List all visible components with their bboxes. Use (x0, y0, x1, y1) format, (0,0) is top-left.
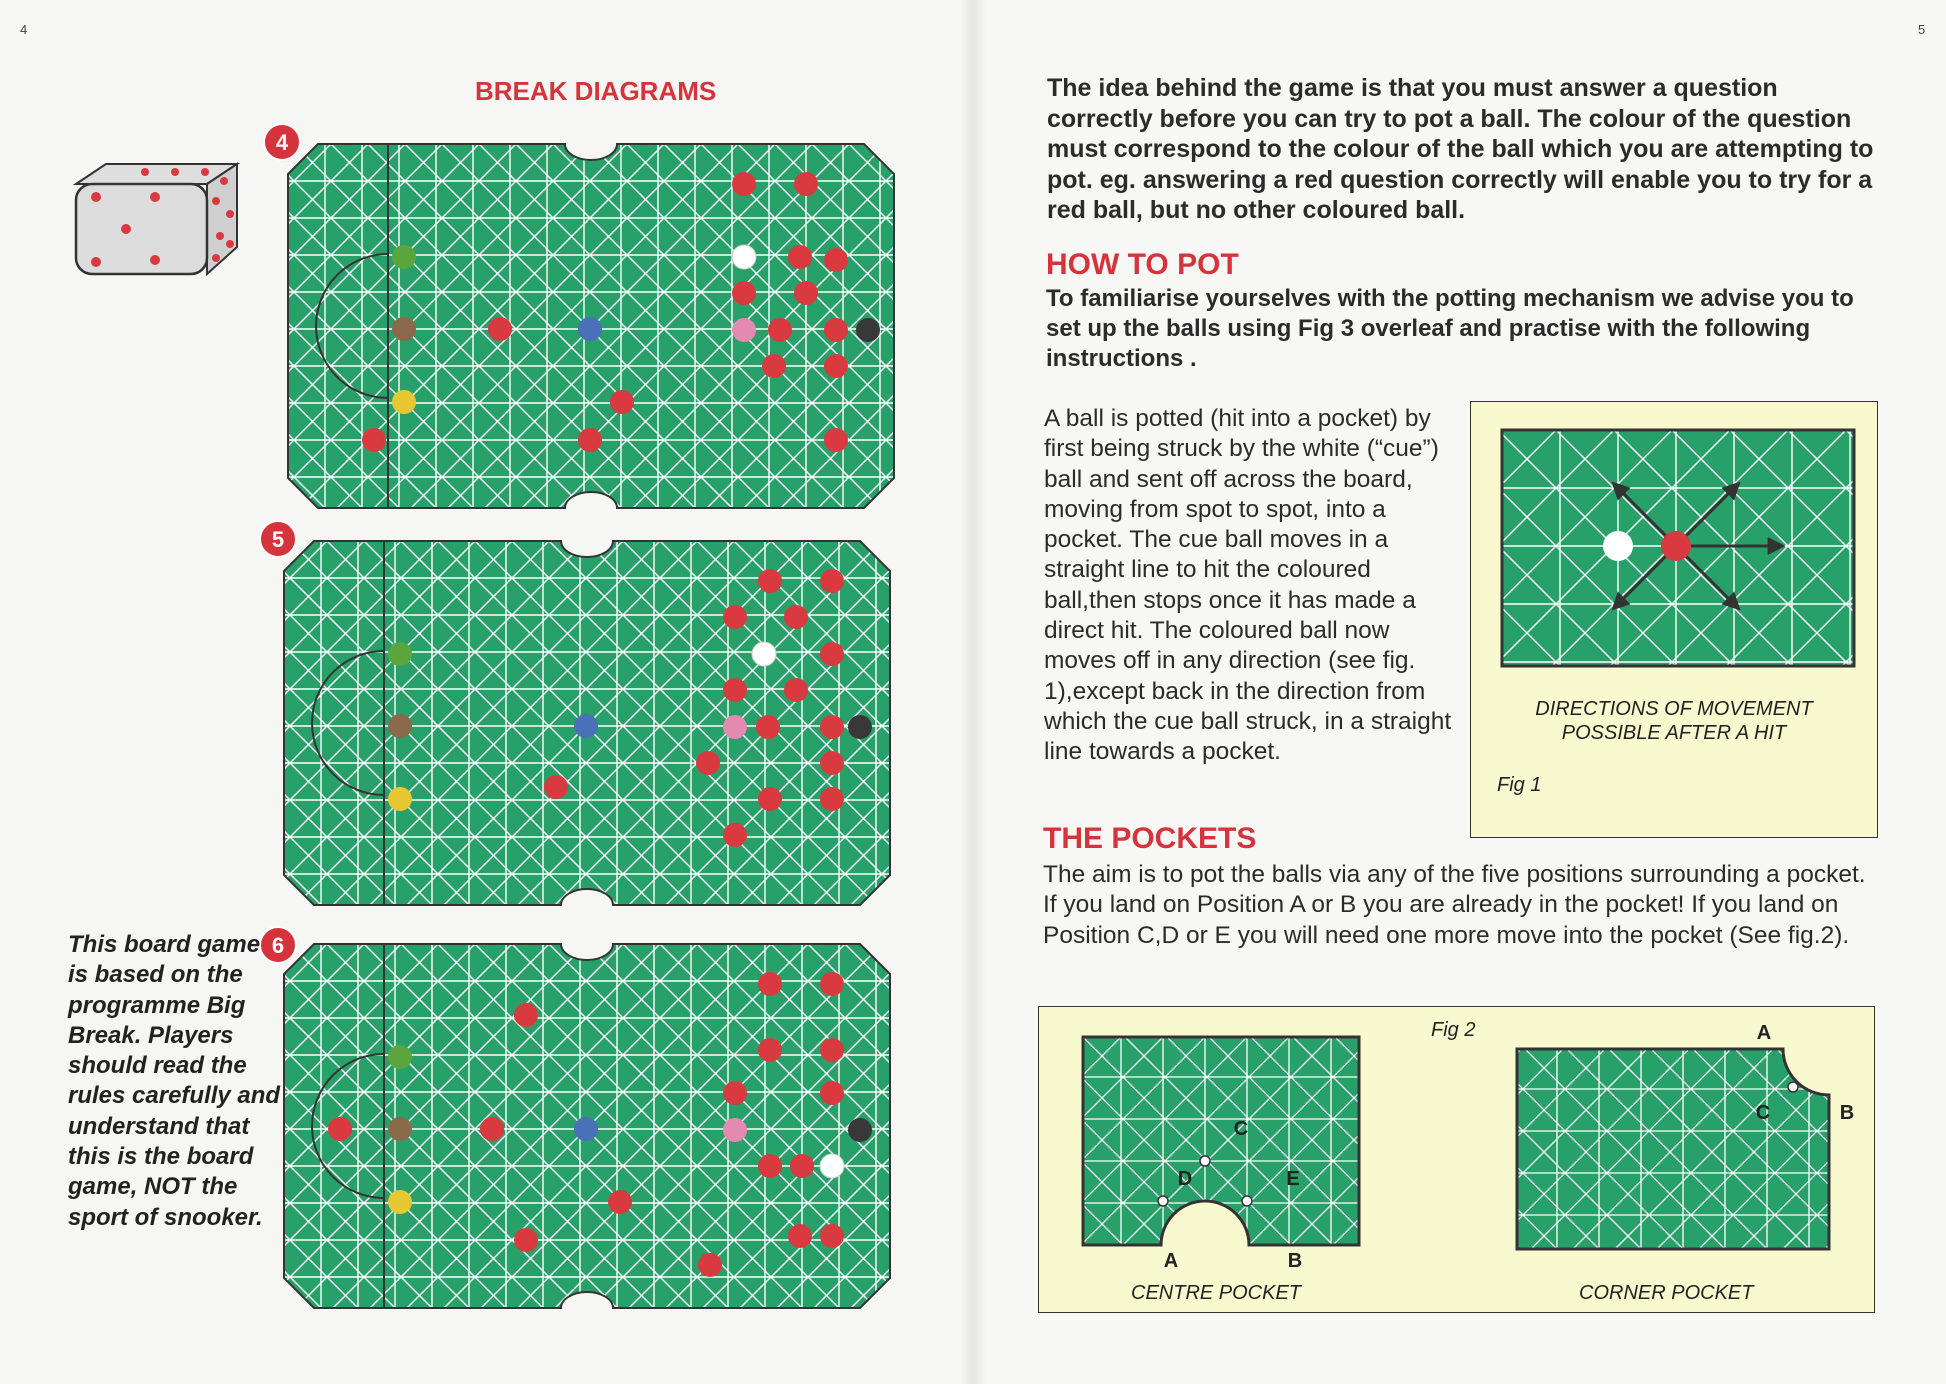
red-ball (784, 678, 808, 702)
red-ball (820, 1081, 844, 1105)
green-ball (392, 245, 416, 269)
pink-ball (732, 318, 756, 342)
corner-pos-a: A (1756, 1022, 1772, 1044)
red-ball (824, 428, 848, 452)
corner-pocket-caption: CORNER POCKET (1579, 1282, 1754, 1304)
fig2-box (1038, 1006, 1875, 1313)
break-diagram-6 (280, 940, 894, 1312)
brown-ball (388, 1117, 412, 1141)
brown-ball (392, 317, 416, 341)
pockets-heading: THE POCKETS (1043, 822, 1257, 855)
red-ball (820, 972, 844, 996)
break-diagrams-title: BREAK DIAGRAMS (475, 76, 717, 106)
red-ball (362, 428, 386, 452)
centre-pos-b: B (1287, 1250, 1303, 1272)
blue-ball (574, 1117, 598, 1141)
red-ball (723, 1081, 747, 1105)
how-to-pot-lead: To familiarise yourselves with the potting mechanism we advise you to set up the balls using Fig 3 overleaf and practise with the following instructions . (1046, 285, 1854, 372)
red-ball (514, 1228, 538, 1252)
break-diagram-5 (280, 537, 894, 909)
red-ball (758, 787, 782, 811)
centre-pocket-caption: CENTRE POCKET (1131, 1282, 1302, 1304)
red-ball (698, 1253, 722, 1277)
fig1-caption-line1: DIRECTIONS OF MOVEMENT (1535, 698, 1813, 720)
pink-ball (723, 715, 747, 739)
how-to-pot-body: A ball is potted (hit into a pocket) by first being struck by the white (“cue”) ball and sent off across the board, moving from spot to spot, into a pocket. The cue ball moves in a straight line to hit the coloured ball,then stops once it has made a direct hit. The coloured ball now moves off in any direction (see fig. 1),except back in the direction from which the cue ball struck, in a straight line towards a pocket. (1044, 405, 1452, 766)
fig1-caption-line2: POSSIBLE AFTER A HIT (1561, 722, 1787, 744)
black-ball (856, 318, 880, 342)
red-ball (820, 1224, 844, 1248)
red-ball (328, 1117, 352, 1141)
pink-ball (723, 1118, 747, 1142)
green-ball (388, 642, 412, 666)
red-ball (514, 1003, 538, 1027)
centre-pos-c: C (1233, 1118, 1249, 1140)
red-ball (788, 1224, 812, 1248)
page-number-left: 4 (20, 22, 28, 37)
red-ball (790, 1154, 814, 1178)
fig1-diagram (1502, 430, 1854, 666)
red-ball (578, 428, 602, 452)
red-ball (768, 318, 792, 342)
diagram-number-4-badge (262, 122, 302, 162)
red-ball (488, 317, 512, 341)
red-ball (784, 605, 808, 629)
red-ball (820, 715, 844, 739)
dice-icon (70, 134, 240, 280)
fig1-box (1470, 401, 1878, 838)
page-number-right: 5 (1918, 22, 1926, 37)
yellow-ball (392, 390, 416, 414)
red-ball (758, 972, 782, 996)
red-ball (1661, 531, 1691, 561)
cue-ball (732, 245, 756, 269)
yellow-ball (388, 1190, 412, 1214)
red-ball (794, 281, 818, 305)
red-ball (610, 390, 634, 414)
red-ball (732, 172, 756, 196)
diagram-number-6: 6 (271, 933, 285, 958)
centre-pos-e: E (1286, 1168, 1300, 1190)
red-ball (824, 354, 848, 378)
fig1-label: Fig 1 (1497, 774, 1542, 796)
red-ball (696, 751, 720, 775)
break-diagram-4 (284, 140, 898, 512)
green-ball (388, 1045, 412, 1069)
corner-pos-b: B (1839, 1102, 1855, 1124)
centre-pos-a: A (1163, 1250, 1179, 1272)
page-gutter (960, 0, 986, 1384)
red-ball (820, 642, 844, 666)
cue-ball (752, 642, 776, 666)
brown-ball (388, 714, 412, 738)
centre-pos-d: D (1177, 1168, 1193, 1190)
fig2-label: Fig 2 (1431, 1019, 1476, 1041)
red-ball (608, 1190, 632, 1214)
red-ball (732, 281, 756, 305)
red-ball (758, 1038, 782, 1062)
yellow-ball (388, 787, 412, 811)
blue-ball (578, 317, 602, 341)
corner-pos-c: C (1755, 1102, 1771, 1124)
black-ball (848, 1118, 872, 1142)
cue-ball (1603, 531, 1633, 561)
red-ball (723, 605, 747, 629)
red-ball (820, 751, 844, 775)
intro-paragraph: The idea behind the game is that you must answer a question correctly before you can try to pot a ball. The colour of the question must correspond to the colour of the ball which you are attempting to pot. eg. answering a red question correctly will enable you to try for a red ball, but no other coloured ball. (1047, 74, 1874, 224)
fig2-position-labels (1039, 1007, 1874, 1312)
red-ball (824, 318, 848, 342)
how-to-pot-heading: HOW TO POT (1046, 248, 1239, 281)
red-ball (820, 787, 844, 811)
red-ball (544, 775, 568, 799)
pockets-body: The aim is to pot the balls via any of the five positions surrounding a pocket. If you land on Position A or B you are already in the pocket! If you land on Position C,D or E you will need one more move into the pocket (See fig.2). (1043, 861, 1866, 949)
red-ball (820, 1038, 844, 1062)
diagram-number-4: 4 (275, 130, 289, 155)
red-ball (788, 245, 812, 269)
red-ball (762, 354, 786, 378)
diagram-number-5-badge (258, 519, 298, 559)
red-ball (756, 715, 780, 739)
red-ball (758, 1154, 782, 1178)
board-game-note: This board game is based on the programme Big Break. Players should read the rules carefully and understand that this is the board game, NOT the sport of snooker. (68, 931, 281, 1231)
red-ball (824, 248, 848, 272)
red-ball (820, 569, 844, 593)
red-ball (723, 678, 747, 702)
red-ball (480, 1117, 504, 1141)
red-ball (723, 823, 747, 847)
black-ball (848, 715, 872, 739)
blue-ball (574, 714, 598, 738)
red-ball (794, 172, 818, 196)
red-ball (758, 569, 782, 593)
diagram-number-5: 5 (271, 527, 285, 552)
cue-ball (820, 1154, 844, 1178)
